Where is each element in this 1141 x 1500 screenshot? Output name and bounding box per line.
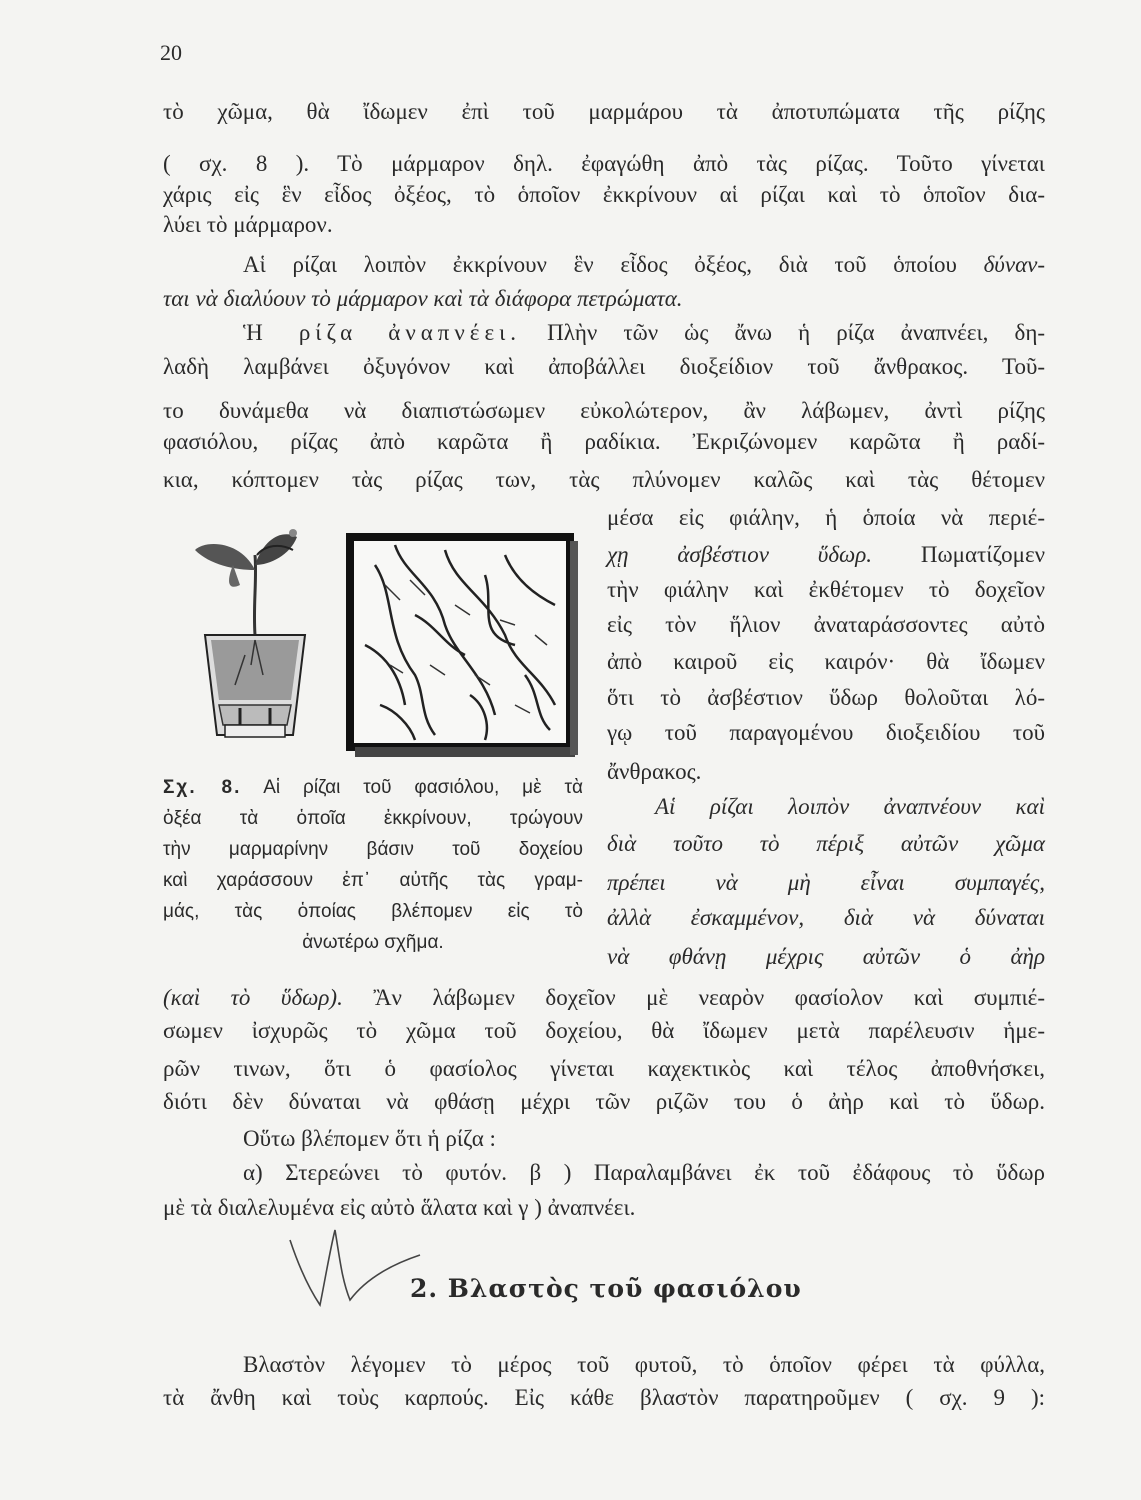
text-line: ἄνθρακος.	[607, 759, 702, 784]
text-line: γῳ τοῦ παραγομένου διοξειδίου τοῦ	[607, 720, 1045, 745]
text-line: τὰ ἄνθη καὶ τοὺς καρπούς. Εἰς κάθε βλαστὸν παρατηροῦμεν ( σχ. 9 ):	[163, 1385, 1045, 1410]
text-line	[163, 983, 1045, 1013]
text-line: α) Στερεώνει τὸ φυτόν. β ) Παραλαμβάνει ἐκ τοῦ ἐδάφους τὸ ὕδωρ	[243, 1160, 1045, 1185]
figure-label: Σχ. 8.	[163, 777, 242, 798]
figure-caption-line	[163, 772, 583, 803]
emphasis-text: (καὶ τὸ ὕδωρ).	[163, 985, 343, 1010]
emphasis-line: διὰ τοῦτο τὸ πέριξ αὐτῶν χῶμα	[607, 831, 1045, 856]
emphasis-line: ἀλλὰ ἐσκαμμένον, διὰ νὰ δύναται	[607, 905, 1045, 930]
emphasis-line: πρέπει νὰ μὴ εἶναι συμπαγές,	[607, 870, 1045, 895]
text-line: λύει τὸ μάρμαρον.	[163, 212, 333, 237]
figure-caption-line: τὴν μαρμαρίνην βάσιν τοῦ δοχείου	[163, 839, 583, 860]
text-span: Ἂν λάβωμεν δοχεῖον μὲ νεαρὸν φασίολον καὶ συμπιέ-	[373, 985, 1045, 1010]
emphasis-text: δύναν-	[983, 252, 1046, 277]
text-line: μὲ τὰ διαλελυμένα εἰς αὐτὸ ἅλατα καὶ γ ) ἀναπνέει.	[163, 1195, 636, 1220]
text-line: σωμεν ἰσχυρῶς τὸ χῶμα τοῦ δοχείου, θὰ ἴδωμεν μετὰ παρέλευσιν ἡμε-	[163, 1018, 1045, 1043]
section-heading: 2. Βλαστὸς τοῦ φασιόλου	[410, 1274, 802, 1303]
figure-caption-line: καὶ χαράσσουν ἐπ᾽ αὐτῆς τὰς γραμ-	[163, 870, 583, 891]
text-line: το δυνάμεθα νὰ διαπιστώσωμεν εὐκολώτερον, ἂν λάβωμεν, ἀντὶ ρίζης	[163, 398, 1045, 423]
text-line: λαδὴ λαμβάνει ὀξυγόνον καὶ ἀποβάλλει διοξείδιον τοῦ ἄνθρακος. Τοῦ-	[163, 354, 1045, 379]
text-line: ρῶν τινων, ὅτι ὁ φασίολος γίνεται καχεκτικὸς καὶ τέλος ἀποθνήσκει,	[163, 1056, 1045, 1081]
emphasis-line: ται νὰ διαλύουν τὸ μάρμαρον καὶ τὰ διάφορα πετρώματα.	[163, 286, 683, 311]
caption-text: Αἱ ρίζαι τοῦ φασιόλου, μὲ τὰ	[263, 777, 583, 798]
text-line: φασιόλου, ρίζας ἀπὸ καρῶτα ἢ ραδίκια. Ἐκριζώνομεν καρῶτα ἢ ραδί-	[163, 429, 1045, 454]
text-line	[607, 540, 1045, 570]
text-line: ὅτι τὸ ἀσβέστιον ὕδωρ θολοῦται λό-	[607, 685, 1045, 710]
emphasis-line: Αἱ ρίζαι λοιπὸν ἀναπνέουν καὶ	[655, 794, 1045, 819]
text-line: ἀπὸ καιροῦ εἰς καιρόν· θὰ ἴδωμεν	[607, 649, 1045, 674]
text-line: διότι δὲν δύναται νὰ φθάσῃ μέχρι τῶν ριζῶν του ὁ ἀὴρ καὶ τὸ ὕδωρ.	[163, 1089, 1045, 1114]
text-line: εἰς τὸν ἥλιον ἀναταράσσοντες αὐτὸ	[607, 612, 1045, 637]
text-span: Πλὴν τῶν ὡς ἄνω ἡ ρίζα ἀναπνέει, δη-	[547, 320, 1046, 345]
text-span: Αἱ ρίζαι λοιπὸν ἐκκρίνουν ἓν εἶδος ὀξέος, διὰ τοῦ ὁποίου	[243, 252, 957, 277]
pen-scribble	[280, 1220, 430, 1310]
page-number: 20	[160, 40, 182, 65]
spaced-heading: Ἡ ρίζα ἀναπνέει.	[243, 320, 522, 345]
text-line	[243, 318, 1045, 348]
emphasis-text: χῃ ἀσβέστιον ὕδωρ.	[607, 542, 873, 567]
figure-caption-line: ὀξέα τὰ ὁποῖα ἐκκρίνουν, τρώγουν	[163, 808, 583, 829]
text-line: Οὕτω βλέπομεν ὅτι ἡ ρίζα :	[243, 1126, 496, 1151]
emphasis-line: νὰ φθάνῃ μέχρις αὐτῶν ὁ ἀὴρ	[607, 944, 1045, 969]
text-line	[243, 250, 1045, 280]
text-line: χάρις εἰς ἓν εἶδος ὀξέος, τὸ ὁποῖον ἐκκρίνουν αἱ ρίζαι καὶ τὸ ὁποῖον δια-	[163, 182, 1045, 207]
text-line: ( σχ. 8 ). Τὸ μάρμαρον δηλ. ἐφαγώθη ἀπὸ τὰς ρίζας. Τοῦτο γίνεται	[163, 151, 1045, 176]
text-line: μέσα εἰς φιάλην, ἡ ὁποία νὰ περιέ-	[607, 505, 1045, 530]
figure-caption-line: μάς, τὰς ὁποίας βλέπομεν εἰς τὸ	[163, 901, 583, 922]
text-line: κια, κόπτομεν τὰς ρίζας των, τὰς πλύνομεν καλῶς καὶ τὰς θέτομεν	[163, 467, 1045, 492]
text-line: τὸ χῶμα, θὰ ἴδωμεν ἐπὶ τοῦ μαρμάρου τὰ ἀποτυπώματα τῆς ρίζης	[163, 99, 1045, 124]
text-span: Πωματίζομεν	[920, 542, 1046, 567]
root-pot-illustration	[185, 525, 580, 770]
figure-caption-line: ἀνωτέρω σχῆμα.	[302, 932, 444, 953]
text-line: Βλαστὸν λέγομεν τὸ μέρος τοῦ φυτοῦ, τὸ ὁποῖον φέρει τὰ φύλλα,	[243, 1352, 1045, 1377]
text-line: τὴν φιάλην καὶ ἐκθέτομεν τὸ δοχεῖον	[607, 577, 1045, 602]
